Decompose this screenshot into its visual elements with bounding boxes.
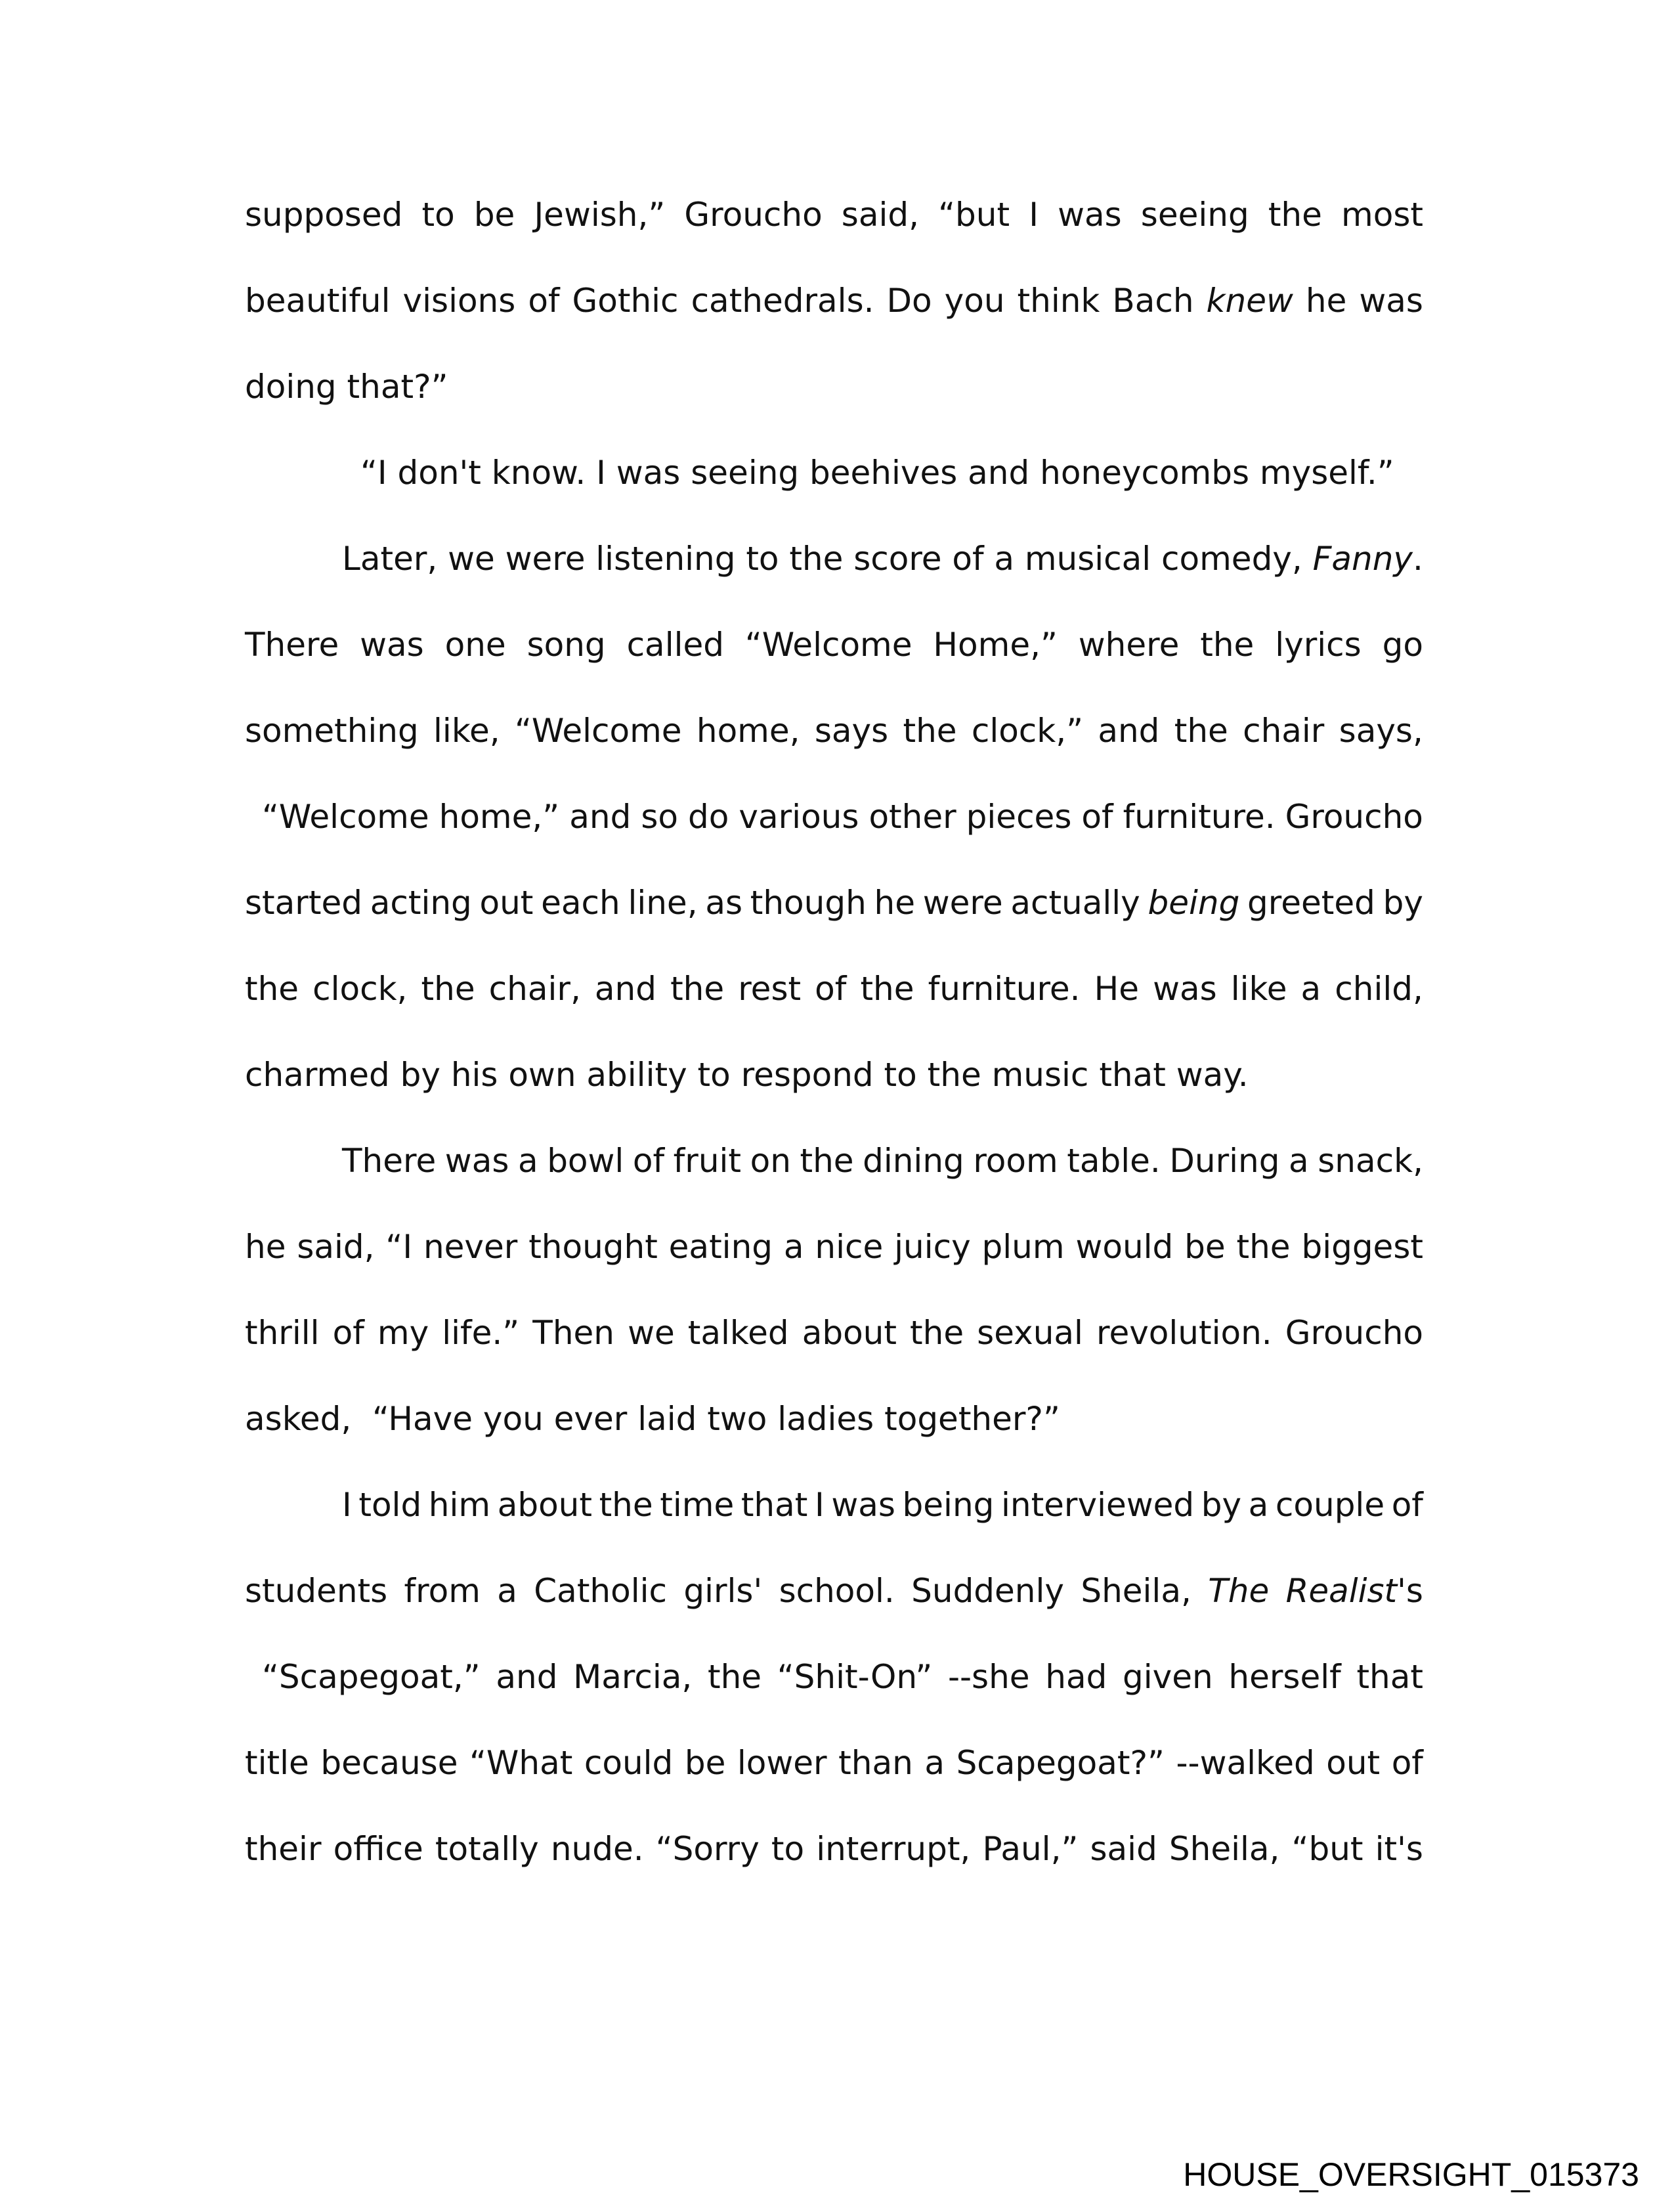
word: given xyxy=(1123,1658,1213,1696)
word: Groucho xyxy=(1285,798,1423,836)
word: “but xyxy=(938,196,1010,234)
word xyxy=(1286,1548,1423,1634)
word: was xyxy=(1058,196,1122,234)
word: told xyxy=(358,1486,422,1524)
word: called xyxy=(626,626,724,664)
text-line xyxy=(245,602,1423,688)
word xyxy=(1207,258,1293,344)
word: couple xyxy=(1275,1486,1385,1524)
word xyxy=(1208,1548,1269,1634)
text-line xyxy=(245,516,1423,602)
word-suffix: . xyxy=(1412,540,1423,578)
word: said, xyxy=(297,1228,375,1266)
word: the xyxy=(599,1486,653,1524)
word: go xyxy=(1382,626,1423,664)
text-line xyxy=(245,1376,1423,1462)
word: Groucho xyxy=(684,196,823,234)
word: “Scapegoat,” xyxy=(262,1658,481,1696)
word: “I don't know. I was seeing beehives and honeycombs myself.” xyxy=(360,454,1394,492)
word: “Sorry xyxy=(655,1830,760,1868)
word: score xyxy=(853,540,942,578)
word: out xyxy=(479,884,534,922)
word: snack, xyxy=(1318,1142,1423,1180)
word: being xyxy=(902,1486,995,1524)
word: students xyxy=(245,1572,388,1610)
text-line xyxy=(245,430,1423,516)
word: During xyxy=(1169,1142,1280,1180)
word: Scapegoat?” xyxy=(956,1744,1165,1782)
word: Jewish,” xyxy=(534,196,666,234)
word: Later, xyxy=(342,540,438,578)
word: to xyxy=(746,540,779,578)
text-line xyxy=(245,688,1423,774)
word: the xyxy=(670,970,725,1008)
word: my xyxy=(377,1314,429,1352)
text-line xyxy=(245,860,1423,946)
word xyxy=(1148,860,1239,946)
word: Catholic xyxy=(534,1572,667,1610)
word: had xyxy=(1045,1658,1107,1696)
word: the xyxy=(910,1314,964,1352)
word: were xyxy=(505,540,586,578)
word: school. xyxy=(779,1572,895,1610)
word: Suddenly xyxy=(911,1572,1064,1610)
word: each xyxy=(541,884,620,922)
word: do xyxy=(688,798,729,836)
word: says xyxy=(814,712,889,750)
word: of xyxy=(1391,1744,1423,1782)
word: Bach xyxy=(1112,282,1194,320)
text-line xyxy=(245,1462,1423,1548)
word: the xyxy=(1174,712,1228,750)
word: Groucho xyxy=(1285,1314,1423,1352)
word: and xyxy=(594,970,656,1008)
word: “Welcome xyxy=(262,798,429,836)
word: a xyxy=(924,1744,945,1782)
word: biggest xyxy=(1301,1228,1423,1266)
word: the xyxy=(1268,196,1322,234)
italic-word: Fanny xyxy=(1312,540,1413,578)
word: be xyxy=(473,196,515,234)
word: that xyxy=(740,1486,808,1524)
word: plum xyxy=(981,1228,1065,1266)
word: Marcia, xyxy=(573,1658,693,1696)
word: out xyxy=(1326,1744,1381,1782)
word: chair xyxy=(1243,712,1325,750)
word: that xyxy=(1356,1658,1423,1696)
word: the xyxy=(245,970,299,1008)
word: dining xyxy=(863,1142,964,1180)
word: lower xyxy=(737,1744,827,1782)
word: clock,” xyxy=(971,712,1084,750)
word: He xyxy=(1094,970,1139,1008)
word: he xyxy=(874,884,915,922)
word: of xyxy=(1391,1486,1423,1524)
word: other xyxy=(869,798,956,836)
word: it's xyxy=(1375,1830,1423,1868)
word: talked xyxy=(687,1314,789,1352)
italic-word: The xyxy=(1208,1572,1270,1610)
text-line xyxy=(245,1032,1423,1118)
word: There xyxy=(245,626,339,664)
word: “What xyxy=(469,1744,573,1782)
word: Home,” xyxy=(933,626,1058,664)
word: a xyxy=(497,1572,517,1610)
word: we xyxy=(448,540,495,578)
word: nice xyxy=(815,1228,884,1266)
word: one xyxy=(444,626,506,664)
word: the xyxy=(789,540,844,578)
word: life.” xyxy=(442,1314,520,1352)
word: rest xyxy=(738,970,802,1008)
text-line xyxy=(245,774,1423,860)
word: be xyxy=(1184,1228,1226,1266)
word: were xyxy=(922,884,1003,922)
word: “Shit-On” xyxy=(777,1658,933,1696)
word: furniture. xyxy=(1123,798,1276,836)
word: and xyxy=(1098,712,1160,750)
word: you xyxy=(944,282,1005,320)
word: a xyxy=(1289,1142,1309,1180)
word: pieces xyxy=(966,798,1072,836)
word: title xyxy=(245,1744,309,1782)
word: like xyxy=(1230,970,1287,1008)
word: of xyxy=(815,970,847,1008)
word: and xyxy=(569,798,632,836)
word: supposed xyxy=(245,196,403,234)
word: I xyxy=(814,1486,825,1524)
word: office xyxy=(333,1830,423,1868)
word: from xyxy=(404,1572,481,1610)
word: he xyxy=(245,1228,286,1266)
word: to xyxy=(771,1830,805,1868)
bates-number: HOUSE_OVERSIGHT_015373 xyxy=(1183,2156,1639,2193)
word: says, xyxy=(1339,712,1423,750)
text-line xyxy=(245,1806,1423,1892)
word: table. xyxy=(1067,1142,1161,1180)
word: asked, “Have you ever laid two ladies together?” xyxy=(245,1400,1060,1438)
word: charmed by his own ability to respond to the music that way. xyxy=(245,1056,1249,1094)
word: could xyxy=(584,1744,674,1782)
word: interviewed xyxy=(1000,1486,1195,1524)
word: we xyxy=(628,1314,675,1352)
word: Sheila, xyxy=(1169,1830,1280,1868)
word: various xyxy=(739,798,859,836)
word: girls' xyxy=(683,1572,763,1610)
word: revolution. xyxy=(1096,1314,1272,1352)
text-line xyxy=(245,172,1423,258)
text-line xyxy=(245,946,1423,1032)
text-line xyxy=(245,1720,1423,1806)
italic-word: knew xyxy=(1206,282,1293,320)
word: furniture. xyxy=(928,970,1081,1008)
word: to xyxy=(421,196,455,234)
word: home, xyxy=(696,712,800,750)
word: clock, xyxy=(312,970,408,1008)
word: “but xyxy=(1291,1830,1363,1868)
word: a xyxy=(994,540,1015,578)
word: was xyxy=(1153,970,1217,1008)
word: their xyxy=(245,1830,322,1868)
word: interrupt, xyxy=(816,1830,971,1868)
text-line xyxy=(245,344,1423,430)
word: said, xyxy=(841,196,920,234)
word: of xyxy=(528,282,560,320)
word: Do xyxy=(886,282,932,320)
word: him xyxy=(428,1486,491,1524)
word: child, xyxy=(1335,970,1423,1008)
italic-word: Realist xyxy=(1285,1572,1398,1610)
word: Gothic xyxy=(572,282,679,320)
word: so xyxy=(641,798,678,836)
body-text xyxy=(245,172,1423,1892)
word: and xyxy=(496,1658,558,1696)
text-line xyxy=(245,1634,1423,1720)
word: cathedrals. xyxy=(691,282,874,320)
word: something xyxy=(245,712,419,750)
word: a xyxy=(783,1228,804,1266)
word: the xyxy=(800,1142,854,1180)
text-line xyxy=(245,1548,1423,1634)
italic-word: being xyxy=(1148,884,1240,922)
word: a xyxy=(1300,970,1321,1008)
word: I xyxy=(1029,196,1039,234)
word: the xyxy=(708,1658,762,1696)
word: listening xyxy=(595,540,736,578)
word: comedy, xyxy=(1161,540,1302,578)
word: be xyxy=(684,1744,726,1782)
word: doing that?” xyxy=(245,368,448,406)
word: totally xyxy=(435,1830,539,1868)
word: beautiful xyxy=(245,282,391,320)
word: There xyxy=(342,1142,437,1180)
word: greeted xyxy=(1247,884,1375,922)
word: nude. xyxy=(550,1830,644,1868)
word: about xyxy=(802,1314,897,1352)
word: juicy xyxy=(894,1228,971,1266)
word: of xyxy=(952,540,984,578)
word: lyrics xyxy=(1275,626,1362,664)
word: the xyxy=(1236,1228,1291,1266)
word: think xyxy=(1017,282,1100,320)
word: a xyxy=(1248,1486,1269,1524)
word: thrill xyxy=(245,1314,320,1352)
word: was xyxy=(831,1486,895,1524)
word: musical xyxy=(1024,540,1151,578)
word: was xyxy=(1359,282,1423,320)
word: than xyxy=(838,1744,913,1782)
word: line, xyxy=(628,884,698,922)
word: I xyxy=(342,1486,352,1524)
word: of xyxy=(1081,798,1113,836)
word: Sheila, xyxy=(1081,1572,1191,1610)
word: sexual xyxy=(977,1314,1083,1352)
word: about xyxy=(497,1486,592,1524)
word: like, xyxy=(433,712,500,750)
word: bowl xyxy=(547,1142,624,1180)
word: started xyxy=(245,884,362,922)
word: the xyxy=(1200,626,1255,664)
word: would xyxy=(1075,1228,1174,1266)
word: by xyxy=(1201,1486,1242,1524)
word: most xyxy=(1341,196,1423,234)
word xyxy=(1313,516,1423,602)
word: he xyxy=(1305,282,1347,320)
word: of xyxy=(632,1142,665,1180)
word: because xyxy=(320,1744,458,1782)
word: the xyxy=(421,970,475,1008)
text-line xyxy=(245,1118,1423,1204)
word: herself xyxy=(1228,1658,1341,1696)
word: as xyxy=(705,884,743,922)
word: though xyxy=(750,884,867,922)
word: visions xyxy=(402,282,516,320)
word: was xyxy=(360,626,424,664)
word: “Welcome xyxy=(744,626,912,664)
word: --walked xyxy=(1176,1744,1315,1782)
word: thought xyxy=(528,1228,658,1266)
word: a xyxy=(517,1142,538,1180)
word: where xyxy=(1078,626,1180,664)
word: Then xyxy=(532,1314,614,1352)
word: the xyxy=(860,970,914,1008)
word: fruit xyxy=(673,1142,742,1180)
word: said xyxy=(1090,1830,1157,1868)
word: actually xyxy=(1010,884,1140,922)
word: seeing xyxy=(1140,196,1249,234)
word: on xyxy=(750,1142,791,1180)
word: the xyxy=(903,712,957,750)
word: --she xyxy=(947,1658,1030,1696)
word: time xyxy=(660,1486,735,1524)
word-suffix: 's xyxy=(1397,1572,1423,1610)
word: chair, xyxy=(488,970,581,1008)
word: by xyxy=(1383,884,1423,922)
word: was xyxy=(444,1142,509,1180)
word: never xyxy=(423,1228,518,1266)
text-line xyxy=(245,258,1423,344)
word: eating xyxy=(668,1228,773,1266)
word: home,” xyxy=(439,798,560,836)
word: of xyxy=(332,1314,364,1352)
word: “Welcome xyxy=(514,712,682,750)
word: song xyxy=(526,626,606,664)
word: acting xyxy=(370,884,472,922)
text-line xyxy=(245,1204,1423,1290)
word: “I xyxy=(385,1228,413,1266)
word: Paul,” xyxy=(982,1830,1079,1868)
text-line xyxy=(245,1290,1423,1376)
word: room xyxy=(973,1142,1058,1180)
